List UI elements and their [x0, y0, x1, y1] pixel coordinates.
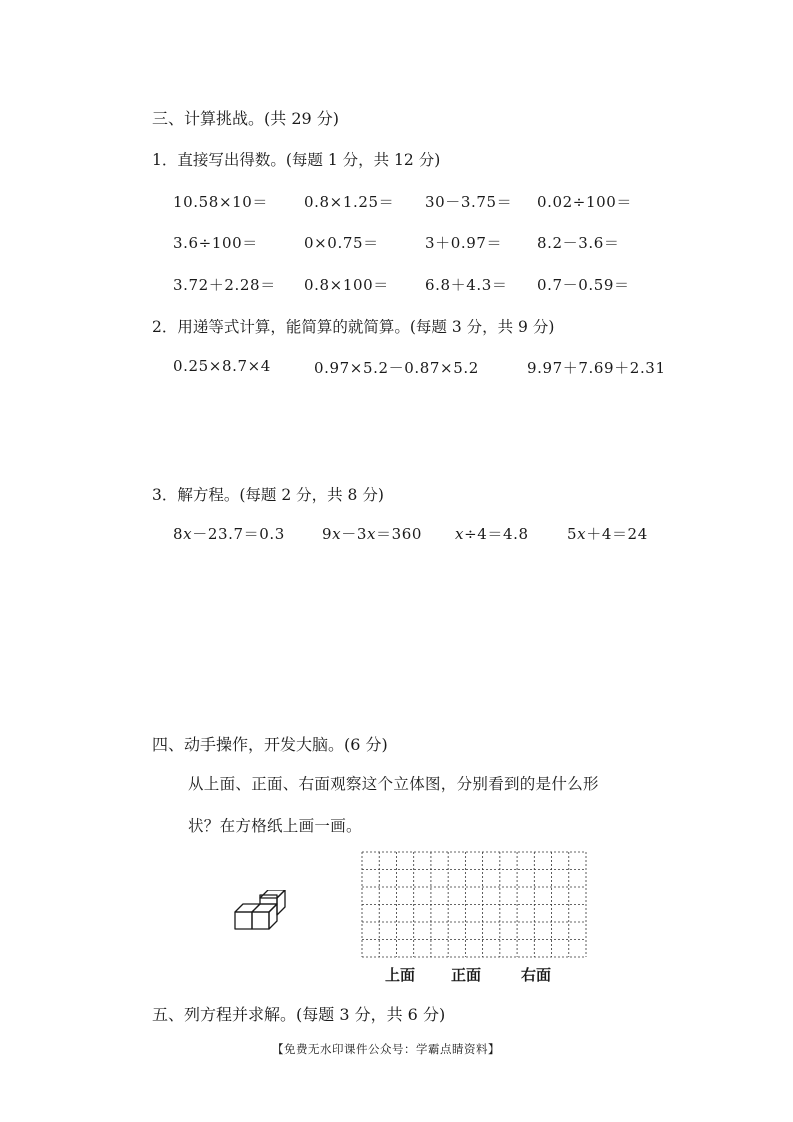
section4-title: 四、动手操作，开发大脑。(6 分) [152, 735, 388, 754]
expr-item: 9.97＋7.69＋2.31 [527, 359, 666, 377]
calc-item: 30－3.75＝ [425, 193, 513, 211]
q3-title: 3．解方程。(每题 2 分，共 8 分) [152, 486, 384, 504]
calc-item: 0.8×1.25＝ [304, 193, 395, 211]
section4-instruction: 状？在方格纸上画一画。 [188, 817, 362, 835]
expr-item: 0.97×5.2－0.87×5.2 [314, 359, 479, 377]
footer-note: 【免费无水印课件公众号：学霸点睛资料】 [272, 1042, 500, 1056]
view-label-front: 正面 [451, 966, 482, 984]
expr-item: 0.25×8.7×4 [173, 357, 271, 375]
view-label-top: 上面 [385, 966, 416, 984]
section4-instruction: 从上面、正面、右面观察这个立体图，分别看到的是什么形 [188, 775, 599, 793]
variable-x: x [366, 525, 377, 543]
variable-x: x [577, 525, 587, 543]
variable-x: x [455, 525, 465, 543]
calc-item: 3.6÷100＝ [173, 234, 258, 252]
section5-title: 五、列方程并求解。(每题 3 分，共 6 分) [152, 1005, 446, 1024]
calc-item: 0.7－0.59＝ [537, 276, 630, 294]
variable-x: x [183, 525, 193, 543]
cube-figure [232, 890, 290, 936]
calc-item: 0.02÷100＝ [537, 193, 632, 211]
variable-x: x [332, 525, 342, 543]
equation-item: 9x－3x＝360 [322, 525, 423, 543]
calc-item: 6.8＋4.3＝ [425, 276, 508, 294]
equation-item: x÷4＝4.8 [455, 525, 529, 543]
drawing-grid[interactable] [361, 851, 587, 958]
section3-title: 三、计算挑战。(共 29 分) [152, 109, 340, 128]
equation-item: 8x－23.7＝0.3 [173, 525, 285, 543]
calc-item: 3＋0.97＝ [425, 234, 503, 252]
view-label-right: 右面 [521, 966, 552, 984]
q1-title: 1．直接写出得数。(每题 1 分，共 12 分) [152, 151, 441, 169]
calc-item: 0.8×100＝ [304, 276, 389, 294]
calc-item: 10.58×10＝ [173, 193, 268, 211]
q2-title: 2．用递等式计算，能简算的就简算。(每题 3 分，共 9 分) [152, 318, 555, 336]
equation-item: 5x＋4＝24 [567, 525, 648, 543]
calc-item: 0×0.75＝ [304, 234, 379, 252]
calc-item: 8.2－3.6＝ [537, 234, 620, 252]
calc-item: 3.72＋2.28＝ [173, 276, 276, 294]
